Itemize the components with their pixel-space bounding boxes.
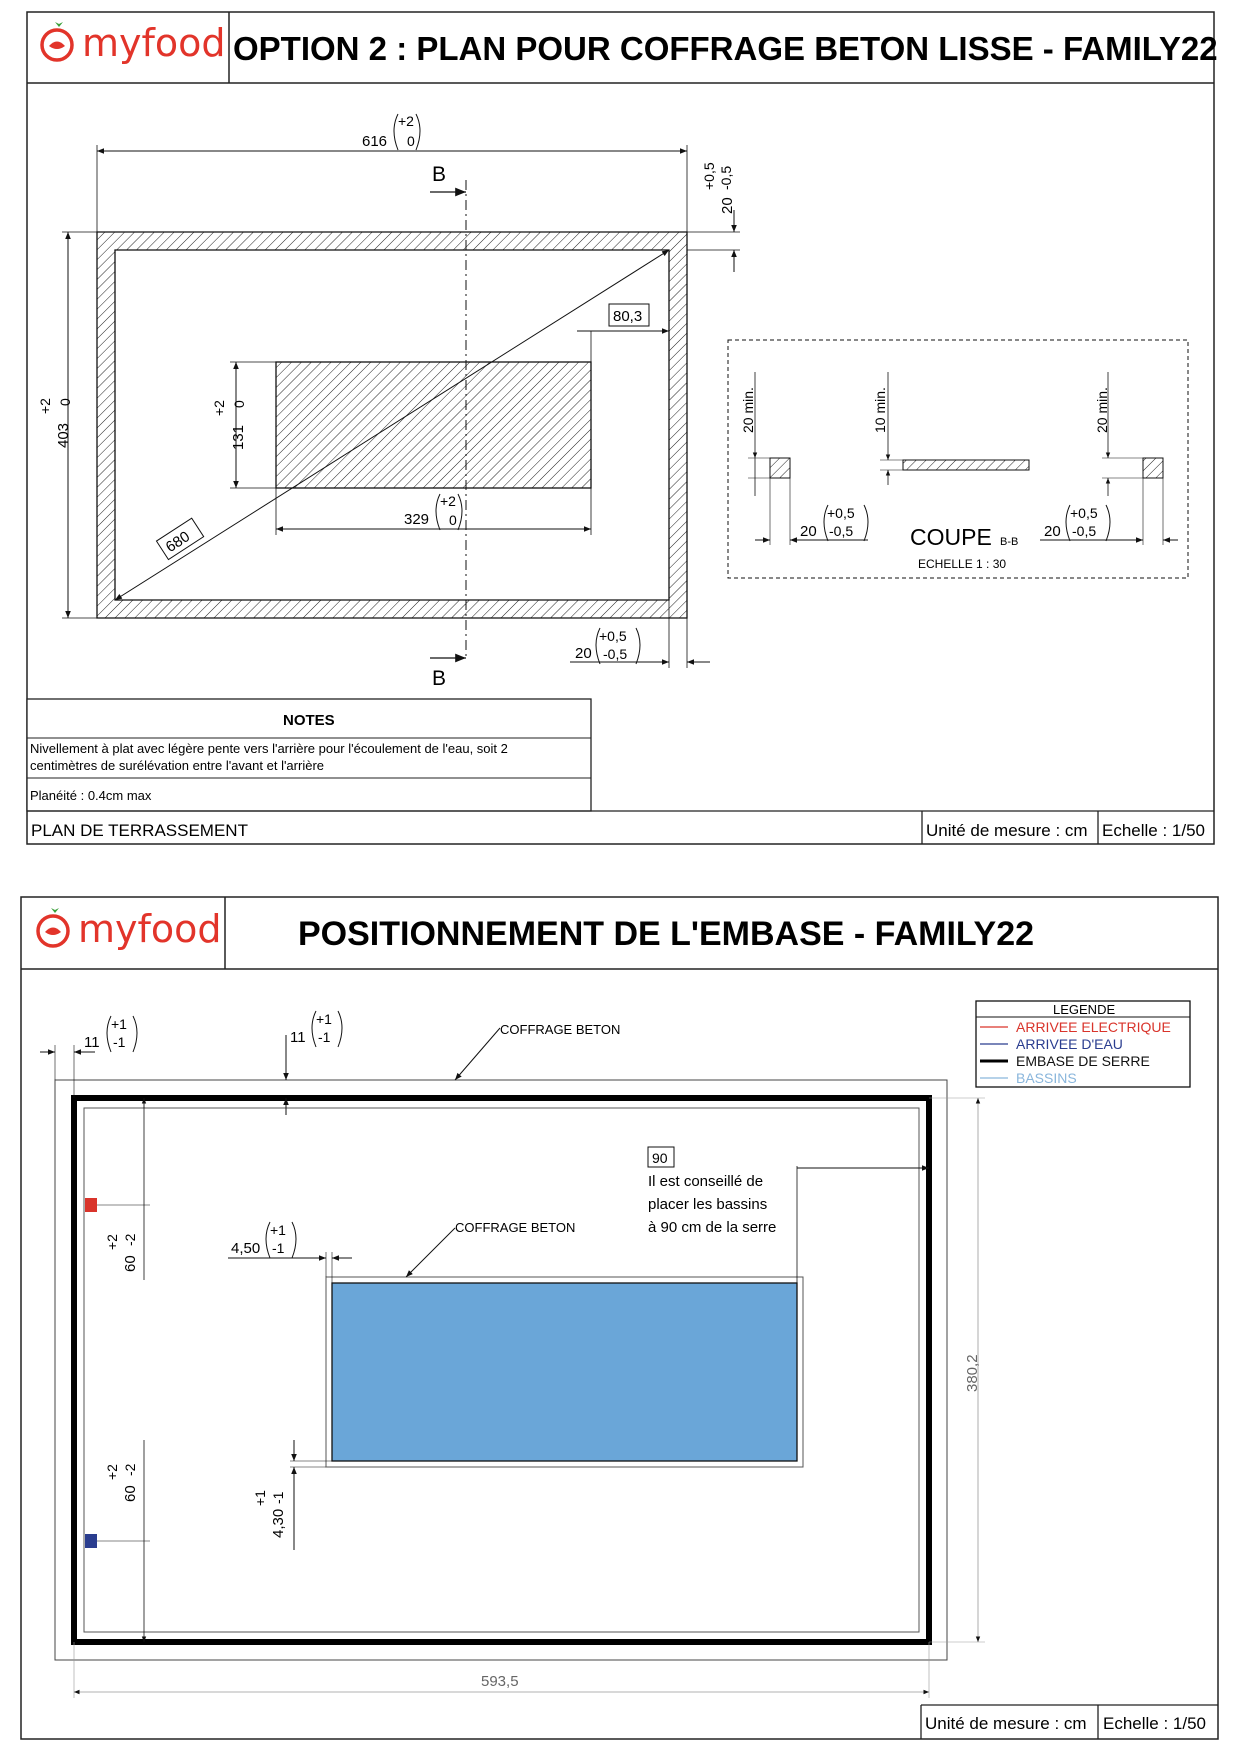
dim-height-380: [929, 1098, 985, 1642]
svg-text:+1: +1: [252, 1490, 268, 1506]
footer-unit-2: Unité de mesure : cm: [925, 1714, 1087, 1733]
legend-title: LEGENDE: [1053, 1002, 1116, 1017]
dim-width-593: [74, 1642, 929, 1698]
label-coffrage-pool: [406, 1220, 575, 1277]
dim-width-616: [97, 113, 687, 232]
svg-text:11: 11: [84, 1034, 100, 1051]
svg-text:-0,5: -0,5: [829, 523, 854, 539]
svg-text:11: 11: [290, 1029, 306, 1046]
svg-text:20: 20: [575, 645, 592, 662]
svg-text:COFFRAGE BETON: COFFRAGE BETON: [500, 1022, 621, 1037]
svg-text:60: 60: [122, 1485, 139, 1502]
svg-text:+2: +2: [211, 400, 227, 416]
electric-inlet: [85, 1198, 97, 1212]
notes-box: [27, 699, 591, 811]
section-title-sub: B-B: [1000, 536, 1019, 548]
sheet-2-footer: [921, 1705, 1218, 1739]
svg-text:20: 20: [719, 197, 736, 214]
legend-base: EMBASE DE SERRE: [1016, 1053, 1150, 1069]
legend: [976, 1001, 1190, 1087]
section-scale: ECHELLE 1 : 30: [918, 557, 1007, 571]
section-mark-bottom: B: [432, 667, 447, 690]
svg-text:20 min.: 20 min.: [740, 387, 756, 433]
svg-text:-0,5: -0,5: [718, 165, 734, 190]
concrete-slab-plan: [97, 163, 687, 690]
svg-text:20: 20: [1044, 523, 1061, 540]
notes-header: NOTES: [283, 712, 335, 729]
svg-text:593,5: 593,5: [481, 1673, 519, 1690]
dim-pool-y: [252, 1440, 332, 1550]
svg-text:131: 131: [230, 424, 247, 450]
legend-electric: ARRIVEE ELECTRIQUE: [1016, 1019, 1171, 1035]
svg-text:+2: +2: [398, 113, 414, 129]
svg-text:0: 0: [449, 512, 457, 528]
svg-text:680: 680: [162, 528, 194, 556]
svg-text:+0,5: +0,5: [1070, 505, 1098, 521]
svg-text:+0,5: +0,5: [599, 628, 627, 644]
myfood-logo-2: [38, 907, 222, 951]
svg-text:616: 616: [362, 133, 388, 150]
dim-gap-80-3: [577, 304, 669, 362]
svg-text:4,50: 4,50: [231, 1240, 261, 1257]
svg-text:-1: -1: [270, 1491, 286, 1504]
svg-text:+2: +2: [104, 1234, 120, 1250]
svg-text:0: 0: [231, 400, 247, 408]
svg-text:+0,5: +0,5: [827, 505, 855, 521]
svg-text:60: 60: [122, 1255, 139, 1272]
svg-text:+1: +1: [316, 1011, 332, 1027]
svg-text:-1: -1: [113, 1034, 126, 1050]
dim-wall-right: [687, 162, 740, 272]
svg-text:0: 0: [57, 398, 73, 406]
footer-unit-1: Unité de mesure : cm: [926, 821, 1088, 840]
svg-text:COFFRAGE BETON: COFFRAGE BETON: [455, 1220, 576, 1235]
notes-line-2: centimètres de surélévation entre l'avant et l'arrière: [30, 758, 324, 773]
label-coffrage-top: [455, 1022, 620, 1080]
dim-electric-position: [97, 1098, 150, 1280]
legend-water: ARRIVEE D'EAU: [1016, 1036, 1123, 1052]
svg-text:403: 403: [55, 422, 72, 448]
myfood-logo-1: [42, 21, 226, 65]
footer-plan-title: PLAN DE TERRASSEMENT: [31, 821, 248, 840]
svg-text:0: 0: [407, 133, 415, 149]
svg-text:+1: +1: [111, 1016, 127, 1032]
svg-text:-1: -1: [318, 1029, 331, 1045]
pool-basin: [332, 1283, 797, 1461]
svg-text:Il est conseillé de: Il est conseillé de: [648, 1173, 764, 1190]
section-title: COUPE: [910, 524, 992, 550]
bed-footprint: [276, 362, 591, 488]
svg-text:4,30: 4,30: [270, 1508, 287, 1538]
svg-text:80,3: 80,3: [613, 308, 643, 325]
svg-text:-1: -1: [272, 1240, 285, 1256]
svg-text:20 min.: 20 min.: [1094, 387, 1110, 433]
sheet-1-footer: [27, 811, 1214, 844]
dim-bed-width-329: [276, 488, 591, 535]
sheet-2: [21, 897, 1218, 1739]
svg-text:placer les bassins: placer les bassins: [648, 1196, 768, 1213]
svg-text:-2: -2: [122, 1463, 138, 1476]
svg-text:329: 329: [404, 511, 430, 528]
footer-scale-1: Echelle : 1/50: [1102, 821, 1206, 840]
svg-text:-2: -2: [122, 1233, 138, 1246]
svg-text:-0,5: -0,5: [1072, 523, 1097, 539]
svg-text:+1: +1: [270, 1222, 286, 1238]
advice-note: [648, 1147, 929, 1283]
dim-bed-height-131: [211, 362, 276, 488]
svg-text:+2: +2: [104, 1464, 120, 1480]
svg-text:380,2: 380,2: [964, 1354, 981, 1392]
section-mark-top: B: [432, 163, 447, 186]
svg-text:+2: +2: [37, 398, 53, 414]
footer-scale-2: Echelle : 1/50: [1103, 1714, 1207, 1733]
svg-text:20: 20: [800, 523, 817, 540]
notes-flatness: Planéité : 0.4cm max: [30, 788, 152, 803]
dim-diagonal-680: [156, 518, 203, 559]
svg-text:10 min.: 10 min.: [872, 387, 888, 433]
svg-text:90: 90: [652, 1150, 668, 1166]
svg-text:-0,5: -0,5: [603, 646, 628, 662]
svg-text:+0,5: +0,5: [701, 162, 717, 190]
svg-text:myfood: myfood: [82, 21, 226, 65]
dim-water-position: [97, 1440, 150, 1642]
notes-line-1: Nivellement à plat avec légère pente vers l'arrière pour l'écoulement de l'eau, soit 2: [30, 741, 508, 756]
legend-pool: BASSINS: [1016, 1070, 1077, 1086]
section-detail-bb: [728, 340, 1188, 578]
dim-height-403: [37, 232, 97, 618]
svg-text:+2: +2: [440, 493, 456, 509]
dim-pool-x: [228, 1222, 352, 1283]
svg-text:à 90 cm de la serre: à 90 cm de la serre: [648, 1219, 777, 1236]
sheet-1: [27, 12, 1218, 844]
page-title-2: POSITIONNEMENT DE L'EMBASE - FAMILY22: [298, 915, 1035, 953]
page-title-1: OPTION 2 : PLAN POUR COFFRAGE BETON LISSE - FAMILY22: [233, 30, 1218, 67]
svg-text:myfood: myfood: [78, 907, 222, 951]
water-inlet: [85, 1534, 97, 1548]
